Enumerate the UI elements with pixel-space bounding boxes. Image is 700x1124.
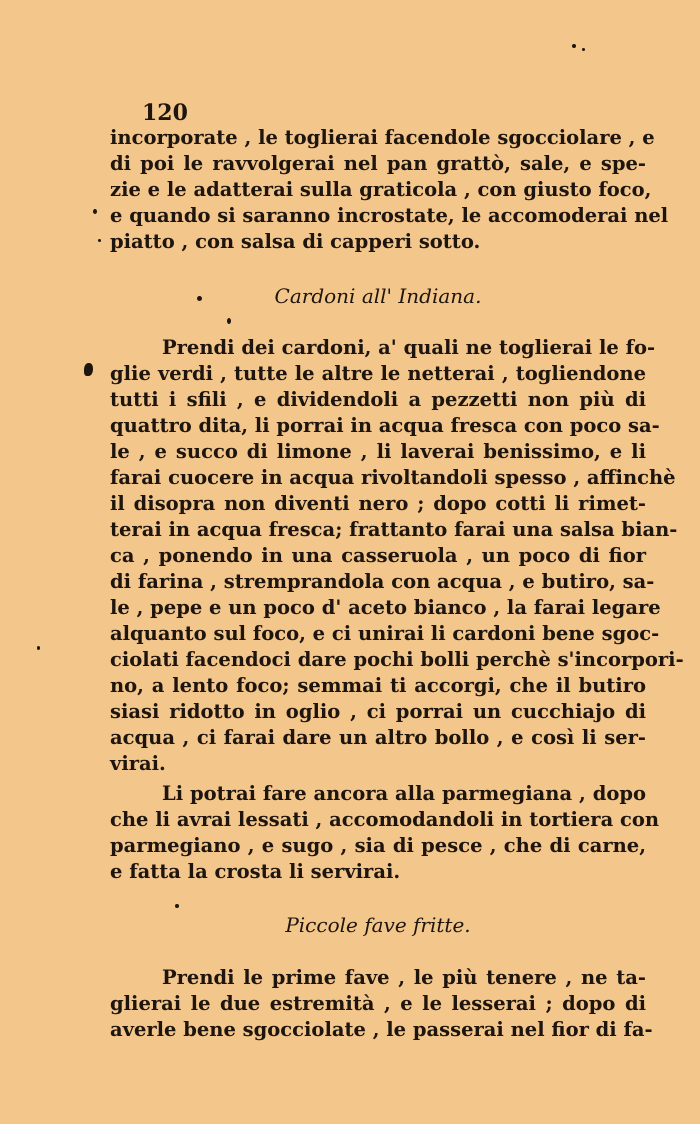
- text-line: alquanto sul foco, e ci unirai li cardoni bene sgoc-: [110, 622, 660, 645]
- text-line: di farina , stremprandola con acqua , e butiro, sa-: [110, 570, 655, 593]
- recipe-paragraph: [110, 335, 684, 777]
- text-line: zie e le adatterai sulla graticola , con giusto foco,: [110, 178, 652, 201]
- recipe-heading: Piccole fave fritte.: [285, 913, 471, 937]
- page-number: 120: [142, 100, 188, 126]
- text-line: ca , ponendo in una casseruola , un poco di fior: [110, 544, 646, 567]
- text-line: che li avrai lessati , accomodandoli in tortiera con: [110, 808, 660, 831]
- text-line: averle bene sgocciolate , le passerai nel fior di fa-: [110, 1018, 653, 1041]
- text-line: parmegiano , e sugo , sia di pesce , che di carne,: [110, 834, 646, 857]
- ink-speck: [37, 646, 40, 650]
- text-line: le , pepe e un poco d' aceto bianco , la farai legare: [110, 596, 661, 619]
- ink-speck: [197, 296, 202, 301]
- text-line: terai in acqua fresca; frattanto farai una salsa bian-: [110, 518, 678, 541]
- text-line: quattro dita, li porrai in acqua fresca con poco sa-: [110, 414, 660, 437]
- ink-speck: [84, 363, 93, 376]
- text-line: Li potrai fare ancora alla parmegiana , dopo: [162, 782, 646, 805]
- recipe-paragraph: [110, 965, 653, 1043]
- ink-speck: [227, 318, 231, 324]
- text-line: glierai le due estremità , e le lesserai ; dopo di: [110, 992, 646, 1015]
- ink-speck: [98, 239, 101, 242]
- text-line: tutti i sfili , e dividendoli a pezzetti non più di: [110, 388, 646, 411]
- paragraph-continuation: [110, 125, 669, 255]
- text-line: e quando si saranno incrostate, le accomoderai nel: [110, 204, 669, 227]
- text-line: acqua , ci farai dare un altro bollo , e così li ser-: [110, 726, 646, 749]
- text-line: le , e succo di limone , li laverai benissimo, e li: [110, 440, 646, 463]
- text-line: siasi ridotto in oglio , ci porrai un cucchiajo di: [110, 700, 646, 723]
- text-line: di poi le ravvolgerai nel pan grattò, sale, e spe-: [110, 152, 646, 175]
- ink-speck: [93, 209, 97, 214]
- recipe-variation-paragraph: [110, 781, 660, 885]
- recipe-heading: Cardoni all' Indiana.: [274, 284, 482, 308]
- text-line: Prendi dei cardoni, a' quali ne toglierai le fo-: [162, 336, 656, 359]
- text-line: incorporate , le toglierai facendole sgocciolare , e: [110, 126, 655, 149]
- ink-speck: [572, 44, 576, 48]
- text-line: ciolati facendoci dare pochi bolli perchè s'incorpori-: [110, 648, 684, 671]
- text-line: glie verdi , tutte le altre le netterai , togliendone: [110, 362, 646, 385]
- ink-speck: [175, 904, 179, 908]
- text-line: farai cuocere in acqua rivoltandoli spesso , affinchè: [110, 466, 676, 489]
- text-line: piatto , con salsa di capperi sotto.: [110, 230, 481, 253]
- text-line: e fatta la crosta li servirai.: [110, 860, 401, 883]
- text-line: Prendi le prime fave , le più tenere , ne ta-: [162, 966, 646, 989]
- text-line: no, a lento foco; semmai ti accorgi, che il butiro: [110, 674, 646, 697]
- ink-speck: [582, 48, 585, 51]
- text-line: virai.: [110, 752, 166, 775]
- text-line: il disopra non diventi nero ; dopo cotti li rimet-: [110, 492, 646, 515]
